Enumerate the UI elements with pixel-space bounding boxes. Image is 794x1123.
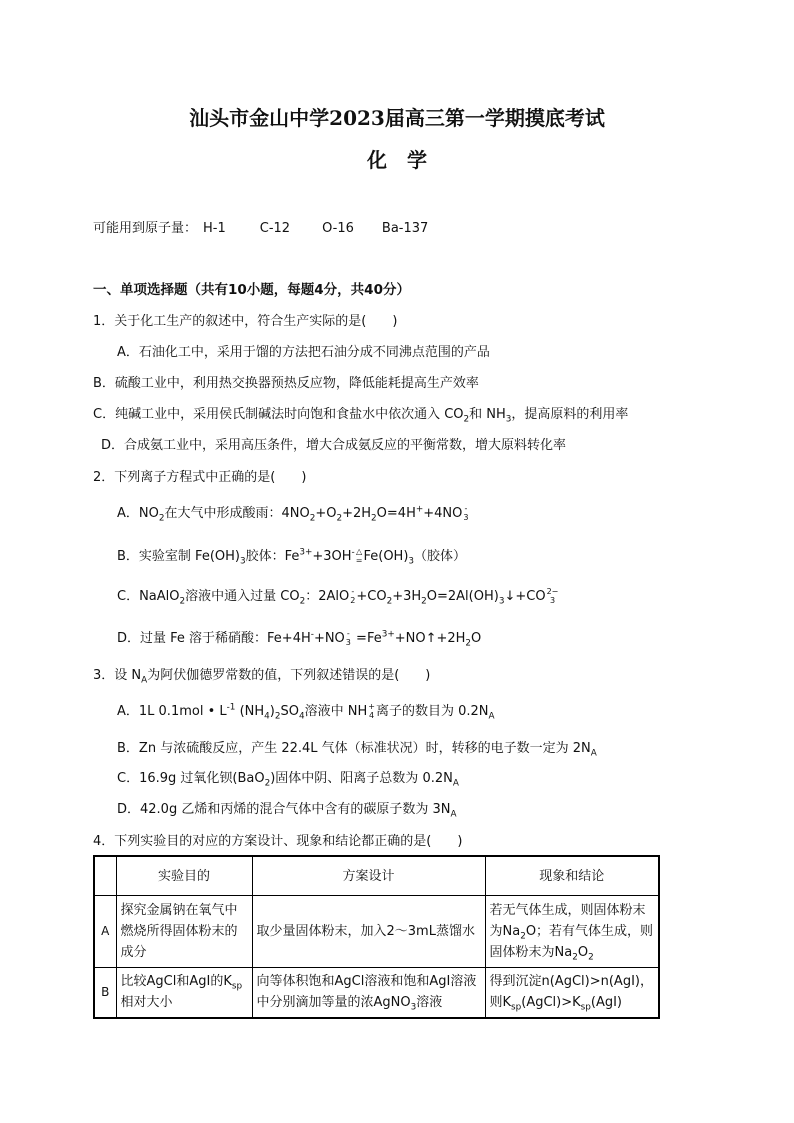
row-b-label: B (94, 968, 116, 1018)
exam-title: 汕头市金山中学2023届高三第一学期摸底考试 (189, 106, 605, 130)
q3-option-b: B．Zn 与浓硫酸反应，产生 22.4L 气体（标准状况）时，转移的电子数一定为 $2N_A$ (117, 741, 597, 759)
q2-option-d: D．过量 Fe 溶于稀硝酸：Fe+4H-+NO - 3 $=Fe^{3+}+NO↑+2H_2O$ (117, 629, 482, 649)
q1-option-c: C．纯碱工业中，采用侯氏制碱法时向饱和食盐水中依次通入 $CO_2$和 $NH_3$，提高原料的利用率 (93, 407, 629, 425)
q2-option-b: B．实验室制 $Fe(OH)_3$胶体：$Fe^{3+}+3OH^-$ △ = $Fe(OH)_3$（胶体） (117, 547, 467, 567)
row-a-design: 取少量固体粉末，加入2～3mL蒸馏水 (252, 896, 485, 968)
q1-option-d: D．合成氨工业中，采用高压条件，增大合成氨反应的平衡常数，增大原料转化率 (101, 438, 567, 453)
q3-option-d: D．42.0g 乙烯和丙烯的混合气体中含有的碳原子数为 $3N_A$ (117, 802, 457, 820)
row-a-label: A (94, 896, 116, 968)
table-row (94, 896, 659, 968)
table-row (94, 968, 659, 1018)
atomic-mass-label: 可能用到原子量： (93, 221, 198, 236)
subject-title: 化 学 (367, 148, 427, 172)
q1-stem: 1．关于化工生产的叙述中，符合生产实际的是( ) (93, 314, 398, 329)
table-header-blank (94, 856, 116, 896)
atomic-mass-line (93, 217, 428, 236)
q2-option-c: C．NaAlO$_2$溶液中通入过量 $CO_2$：2AlO - 2 $+CO_2+3H_2O=2Al(OH)_3↓+CO$ 2− 3 (117, 587, 559, 607)
atomic-mass-ba: Ba-137 (381, 221, 429, 236)
row-a-purpose: 探究金属钠在氧气中燃烧所得固体粉末的成分 (116, 896, 252, 968)
q1-option-a: A．石油化工中，采用于馏的方法把石油分成不同沸点范围的产品 (117, 345, 490, 360)
q3-stem: 3．设 $N_A$为阿伏伽德罗常数的值，下列叙述错误的是( ) (93, 668, 431, 686)
row-b-purpose: 比较AgCl和AgI的$K_{sp}$相对大小 (116, 968, 252, 1018)
table-header-purpose: 实验目的 (116, 856, 252, 896)
table-header-row (94, 856, 659, 896)
q2-stem: 2．下列离子方程式中正确的是( ) (93, 470, 307, 485)
table-header-design: 方案设计 (252, 856, 485, 896)
q1-option-b: B．硫酸工业中，利用热交换器预热反应物，降低能耗提高生产效率 (93, 376, 479, 391)
q3-option-c: C．16.9g 过氧化钡(BaO$_2$)固体中阴、阳离子总数为 $0.2N_A$ (117, 771, 459, 789)
q4-stem: 4．下列实验目的对应的方案设计、现象和结论都正确的是( ) (93, 834, 463, 849)
row-b-result: 得到沉淀n(AgCl)>n(AgI)，则$K_{sp}(AgCl)>K_{sp}(AgI)$ (485, 968, 659, 1018)
q3-option-a: A．1L 0.1mol • $L^{-1}$ $(NH_4)_2SO_4$溶液中 NH + 4 离子的数目为 $0.2N_A$ (117, 702, 495, 722)
table-header-result: 现象和结论 (485, 856, 659, 896)
section-1-heading: 一、单项选择题（共有10小题，每题4分，共40分） (93, 282, 410, 298)
atomic-mass-c: C-12 (259, 221, 291, 236)
q2-option-a: A．$NO_2$在大气中形成酸雨：$4NO_2+O_2+2H_2O=4H^++4NO$ - 3 (117, 504, 469, 524)
experiment-table (93, 855, 660, 1019)
atomic-mass-h: H-1 (203, 221, 226, 236)
row-a-result: 若无气体生成，则固体粉末为$Na_2O$；若有气体生成，则固体粉末为$Na_2O_2$ (485, 896, 659, 968)
row-b-design: 向等体积饱和AgCl溶液和饱和AgI溶液中分别滴加等量的浓AgNO$_3$溶液 (252, 968, 485, 1018)
atomic-mass-o: O-16 (322, 221, 354, 236)
